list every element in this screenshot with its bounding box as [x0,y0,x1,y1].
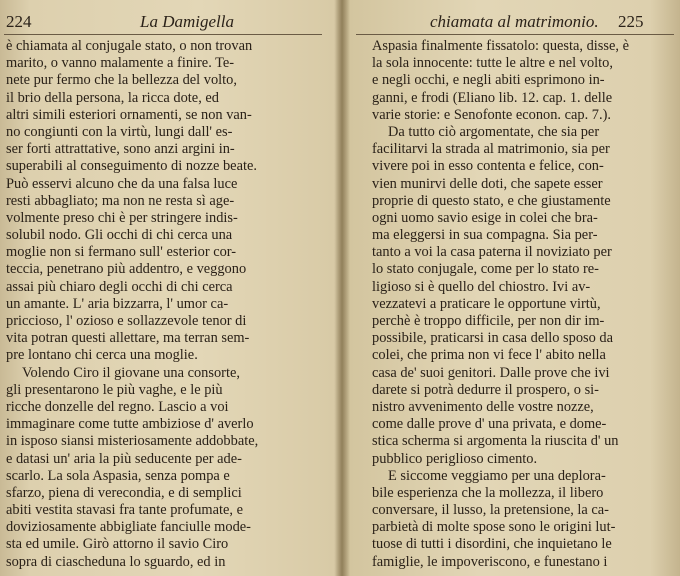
text-line: vien munirvi delle doti, che sapete esser [372,175,603,192]
text-line: sfarzo, piena di verecondia, e di semplici [6,484,242,501]
text-line: vezzatevi a praticare le opportune virtù, [372,295,601,312]
left-page [0,0,334,576]
text-line: Può esservi alcuno che da una falsa luce [6,175,238,192]
header-rule [356,34,674,35]
right-page-body [372,38,672,571]
text-line: un amante. L' aria bizzarra, l' umor ca- [6,295,229,312]
text-line: sopra di ciascheduna lo sguardo, ed in [6,553,226,570]
page-number: 225 [618,12,644,31]
text-line: tanto a voi la casa paterna il noviziato per [372,244,612,261]
text-line: nete pur fermo che la bellezza del volto, [6,72,237,89]
text-line: E siccome veggiamo per una deplora- [388,467,606,484]
text-line: moglie non si fermano sull' esterior cor- [6,244,237,261]
text-line: superabili al conseguimento di nozze beate. [6,158,257,175]
text-line: immaginare come tutte ambiziose d' averlo [6,416,254,433]
text-line: pubblico periglioso cimento. [372,450,538,467]
text-line: assai più chiaro degli occhi di chi cerca [6,278,233,295]
running-head: La Damigella [140,12,234,31]
text-line: resti abbagliato; ma non ne resta sì age- [6,192,235,209]
text-line: ricche donzelle del regno. Lascio a voi [6,398,229,415]
text-line: è chiamata al conjugale stato, o non trovan [6,38,253,54]
text-line: gli presentarono le più vaghe, e le più [6,381,223,398]
text-line: tuose di tutti i disordini, che inquietano le [372,536,612,553]
left-page-body [6,38,316,571]
text-line: come dalle prove d' una privata, e dome- [372,416,607,433]
text-line: ma eleggersi in sua compagna. Sia per- [372,227,598,244]
text-line: colei, che prima non vi fece l' abito nella [372,347,606,364]
text-line: varie storie: e Senofonte econon. cap. 7.). [372,106,611,123]
text-line: solubil nodo. Gli occhi di chi cerca una [6,227,233,244]
text-line: Da tutto ciò argomentate, che sia per [388,123,600,140]
book-gutter [334,0,350,576]
text-line: parbietà di molte spose sono le origini lut- [372,519,616,536]
text-line: volmente preso chi è per stringere indis- [6,209,238,226]
page-number: 224 [6,12,32,31]
running-head: chiamata al matrimonio. [430,12,599,31]
text-line: perchè è troppo difficile, per non dir im- [372,313,605,329]
text-line: darete si potrà dedurre il prospero, o si- [372,381,599,398]
right-page [350,0,680,576]
text-line: e negli occhi, e negli abiti esprimono in- [372,72,605,89]
text-line: altri simili esteriori ornamenti, se non van- [6,106,252,123]
text-line: Volendo Ciro il giovane una consorte, [22,364,240,381]
text-line: teccia, penetrano più addentro, e veggono [6,261,247,278]
text-line: casa de' suoi genitori. Dalle prove che ivi [372,364,610,381]
text-line: no congiunti con la virtù, lungi dall' es- [6,123,233,140]
text-line: lo stato conjugale, come per lo stato re- [372,261,599,278]
text-line: stica scherma si argomenta la riuscita d' un [372,433,619,450]
text-line: ser forti attrattative, sono anzi argini in- [6,141,235,158]
text-line: conversare, il lusso, la pretensione, la ca- [372,502,609,519]
text-line: doviziosamente abbigliate fanciulle mode- [6,519,251,536]
text-line: scarlo. La sola Aspasia, senza pompa e [6,467,230,484]
text-line: abiti vestita stavasi fra tante profumate, e [6,502,243,519]
text-line: vivere poi in esso contenta e felice, con- [372,158,604,175]
text-line: nistro avvenimento delle vostre nozze, [372,398,594,415]
text-line: sta ed umile. Girò attorno il savio Ciro [6,536,229,553]
text-line: bile esperienza che la mollezza, il libero [372,484,604,501]
text-line: ganni, e frodi (Eliano lib. 12. cap. 1. delle [372,89,613,106]
text-line: possibile, praticarsi in casa dello sposo da [372,330,613,347]
text-line: vita potran questi allettare, ma terran sem- [6,330,250,347]
text-line: ogni uomo savio esige in colei che bra- [372,209,598,226]
text-line: ligioso si è quello del chiostro. Ivi av- [372,278,591,295]
header-rule [4,34,322,35]
text-line: proprie di questo stato, e che giustamente [372,192,611,209]
text-line: e datasi un' aria la più seducente per ade- [6,450,242,467]
text-line: Aspasia finalmente fissatolo: questa, disse, è [372,38,629,54]
text-line: in isposo siansi misteriosamente addobbate, [6,433,259,450]
text-line: priccioso, l' ozioso e sollazzevole tenor di [6,313,247,329]
text-line: la sola innocente: tutte le altre e nel volto, [372,55,613,72]
text-line: pre lontano chi cerca una moglie. [6,347,198,364]
text-line: il brio della persona, la ricca dote, ed [6,89,219,106]
text-line: famiglie, le impoveriscono, e funestano i [372,553,608,570]
text-line: marito, o vanno malamente a finire. Te- [6,55,235,72]
text-line: facilitarvi la strada al matrimonio, sia per [372,141,610,158]
